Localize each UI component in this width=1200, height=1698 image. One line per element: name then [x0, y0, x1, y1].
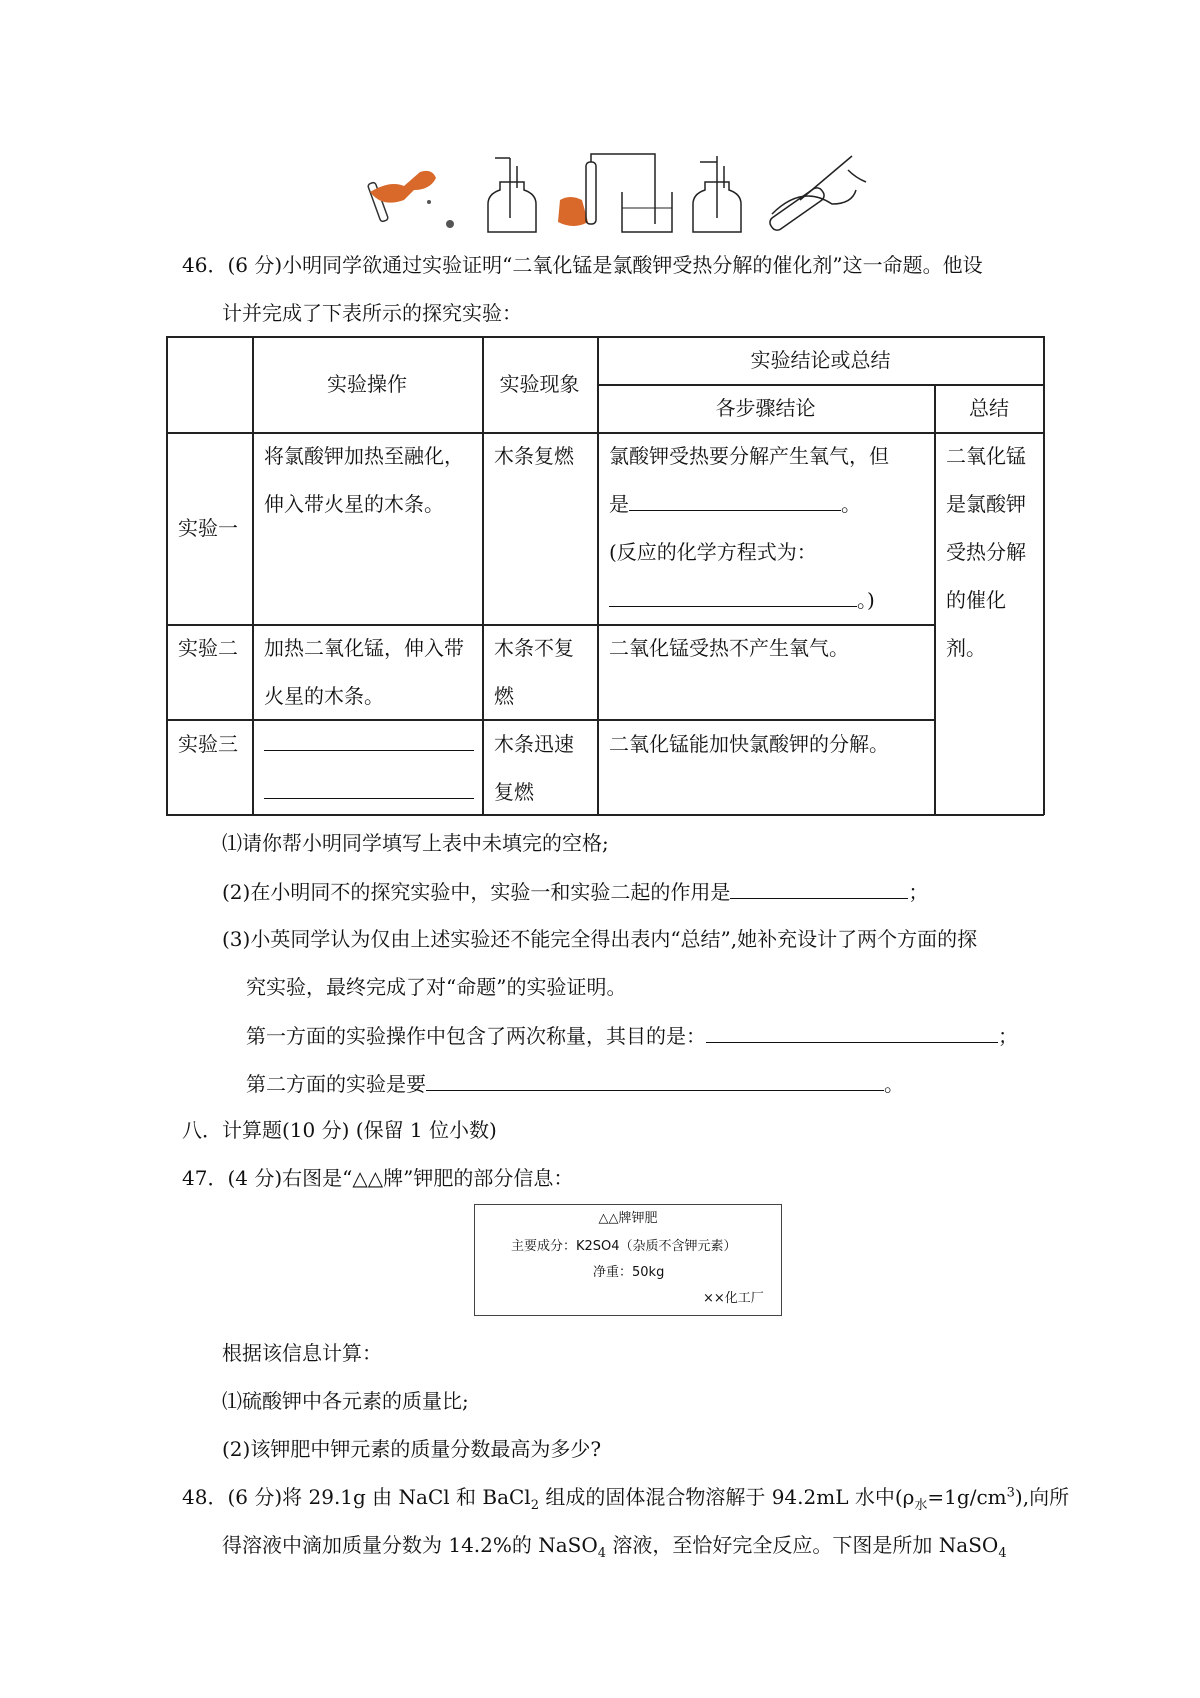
- q48-sub-b: 水: [914, 1498, 928, 1513]
- q48-line2: [222, 1530, 1007, 1560]
- exp1-conclusion-line2: [609, 480, 861, 528]
- exp3-operation-line2: [264, 768, 474, 816]
- q48-sub-a: 2: [530, 1498, 539, 1513]
- exp1-conclusion-suffix: 。: [841, 492, 861, 516]
- q47-part1: ⑴硫酸钾中各元素的质量比;: [222, 1389, 469, 1413]
- exp1-equation-blank[interactable]: [609, 584, 857, 607]
- q48-text-c: =1g/cm: [927, 1485, 1007, 1509]
- exp1-equation-suffix: 。): [857, 588, 875, 612]
- q46-part3-line2: 究实验，最终完成了对“命题”的实验证明。: [246, 975, 627, 999]
- exp1-phenomenon: 木条复燃: [494, 444, 574, 468]
- exp1-conclusion-blank[interactable]: [629, 488, 841, 511]
- q46-line2: 计并完成了下表所示的探究实验：: [222, 301, 522, 325]
- exp2-operation-line2: 火星的木条。: [264, 684, 384, 708]
- header-conclusion: 实验结论或总结: [750, 348, 891, 372]
- experiment-table: [166, 336, 1044, 814]
- gas-bottle-icon: [488, 158, 536, 232]
- q48-sub-f: 4: [998, 1546, 1007, 1561]
- q46-part3-weigh-text: 第一方面的实验操作中包含了两次称量，其目的是：: [246, 1024, 706, 1048]
- exp3-name: 实验三: [178, 732, 238, 756]
- card-title: △△牌钾肥: [598, 1211, 658, 1226]
- exp3-phenomenon-line1: 木条迅速: [494, 732, 574, 756]
- summary-line5: 剂。: [946, 636, 986, 660]
- exp3-operation-blank2[interactable]: [264, 776, 474, 799]
- q48-text-b: 组成的固体混合物溶解于 94.2mL 水中(ρ: [538, 1485, 915, 1509]
- q46-part3-second-end: 。: [884, 1072, 904, 1096]
- gas-bottle-icon: [693, 156, 741, 232]
- section8-heading: 八．计算题(10 分) (保留 1 位小数): [182, 1118, 497, 1142]
- summary-line2: 是氯酸钾: [946, 492, 1026, 516]
- pouring-reagent-icon: [367, 171, 454, 228]
- card-ingredient: 主要成分：K2SO4（杂质不含钾元素）: [511, 1239, 737, 1254]
- gas-collection-setup-icon: [558, 154, 672, 232]
- q48-text-a: 48．(6 分)将 29.1g 由 NaCl 和 BaCl: [182, 1485, 531, 1509]
- q46-part2-end: ；: [908, 880, 929, 904]
- header-phenomenon: 实验现象: [499, 372, 580, 396]
- exp2-conclusion: 二氧化锰受热不产生氧气。: [609, 636, 849, 660]
- q46-part1: ⑴请你帮小明同学填写上表中未填完的空格;: [222, 831, 609, 855]
- exp1-operation-line1: 将氯酸钾加热至融化，: [264, 444, 464, 468]
- header-operation: 实验操作: [327, 372, 407, 396]
- exp2-phenomenon-line1: 木条不复: [494, 636, 574, 660]
- q46-part3-second-text: 第二方面的实验是要: [246, 1072, 426, 1096]
- q46-part3-weigh-blank[interactable]: [706, 1020, 998, 1043]
- exp1-name: 实验一: [178, 516, 238, 540]
- exp3-operation-blank1[interactable]: [264, 728, 474, 751]
- summary-line3: 受热分解: [946, 540, 1026, 564]
- q46-part2-blank[interactable]: [730, 876, 908, 899]
- card-weight: 净重：50kg: [593, 1265, 665, 1280]
- fertilizer-label-card: [474, 1204, 782, 1316]
- q46-line1: 46．(6 分)小明同学欲通过实验证明“二氧化锰是氯酸钾受热分解的催化剂”这一命题。他设: [182, 253, 983, 277]
- q46-part3-line4: [246, 1068, 904, 1099]
- exp1-operation-line2: 伸入带火星的木条。: [264, 492, 444, 516]
- exp3-phenomenon-line2: 复燃: [494, 780, 534, 804]
- q46-part3-weigh-end: ；: [998, 1024, 1018, 1048]
- apparatus-illustrations: [360, 148, 890, 238]
- q46-part2-text: (2)在小明同不的探究实验中，实验一和实验二起的作用是: [222, 880, 731, 904]
- header-summary: 总结: [969, 396, 1009, 420]
- q48-sub-e: 4: [597, 1546, 607, 1561]
- summary-line1: 二氧化锰: [946, 444, 1026, 468]
- exp1-equation-line: [609, 576, 875, 624]
- q47-part2: (2)该钾肥中钾元素的质量分数最高为多少?: [222, 1437, 602, 1461]
- q47-line1: 47．(4 分)右图是“△△牌”钾肥的部分信息：: [182, 1166, 574, 1190]
- exp1-conclusion-prefix: 是: [609, 492, 629, 516]
- header-step-conclusion: 各步骤结论: [715, 396, 816, 420]
- summary-line4: 的催化: [946, 588, 1006, 612]
- exp3-operation-line1: [264, 720, 474, 768]
- exp2-phenomenon-line2: 燃: [494, 684, 514, 708]
- q48-text-d: ),向所: [1014, 1485, 1070, 1509]
- q46-part3-line1: (3)小英同学认为仅由上述实验还不能完全得出表内“总结”,她补充设计了两个方面的探: [222, 927, 978, 951]
- exp1-conclusion-line1: 氯酸钾受热要分解产生氧气，但: [609, 444, 889, 468]
- q48-text-e: 得溶液中滴加质量分数为 14.2%的 NaSO: [222, 1533, 598, 1557]
- q46-part3-second-blank[interactable]: [426, 1068, 884, 1091]
- test-tube-heating-icon: [768, 156, 866, 233]
- q46-part2: [222, 876, 928, 907]
- exp2-name: 实验二: [178, 636, 238, 660]
- q48-text-f: 溶液，至恰好完全反应。下图是所加 NaSO: [606, 1533, 999, 1557]
- q46-part3-line3: [246, 1020, 1018, 1051]
- card-maker: ××化工厂: [703, 1291, 764, 1306]
- exp2-operation-line1: 加热二氧化锰，伸入带: [264, 636, 464, 660]
- q48-line1: [182, 1482, 1069, 1512]
- q48-sup-c: 3: [1006, 1485, 1015, 1501]
- exp3-conclusion: 二氧化锰能加快氯酸钾的分解。: [609, 732, 889, 756]
- exp1-equation-label: (反应的化学方程式为：: [609, 540, 817, 564]
- q47-prompt: 根据该信息计算：: [222, 1341, 382, 1365]
